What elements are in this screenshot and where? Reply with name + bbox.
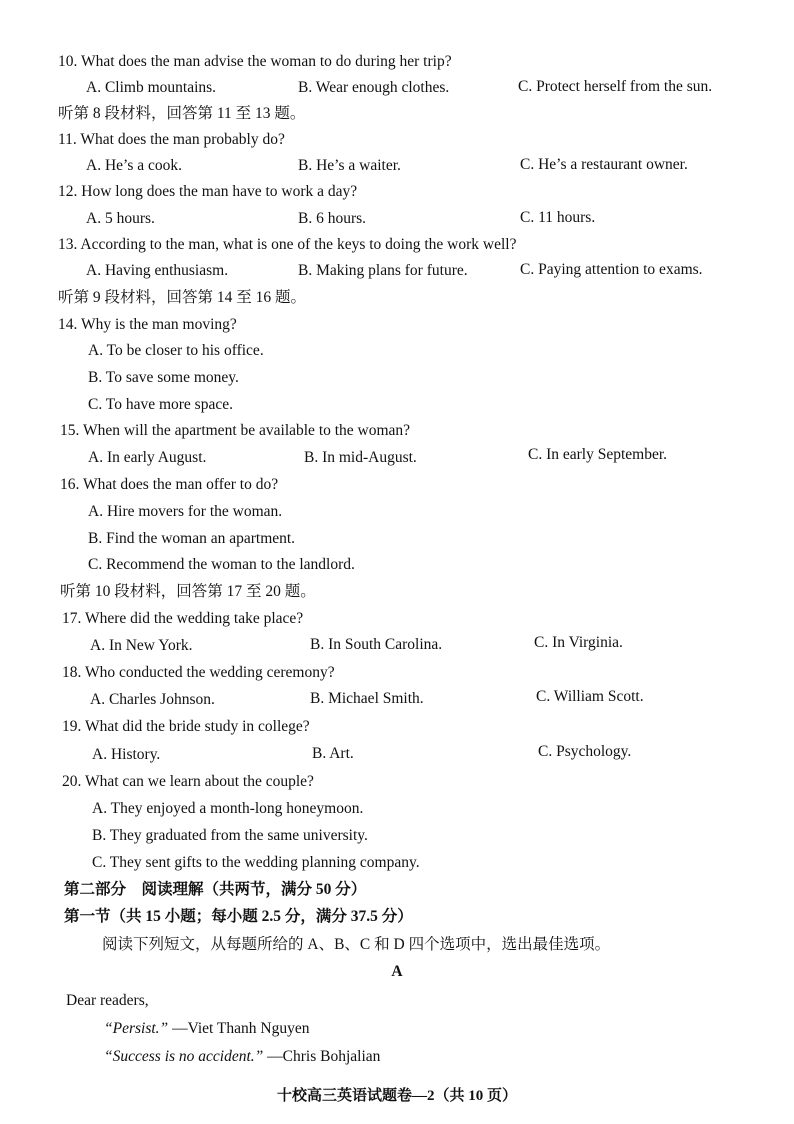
q16-option-a: A. Hire movers for the woman. [88,503,283,520]
q20-option-b: B. They graduated from the same university. [92,827,368,844]
q13-option-c: C. Paying attention to exams. [520,261,703,278]
q20-option-a: A. They enjoyed a month-long honeymoon. [92,800,364,817]
question-19: 19. What did the bride study in college? [62,718,310,735]
question-13: 13. According to the man, what is one of the keys to doing the work well? [58,236,517,253]
question-15: 15. When will the apartment be available to the woman? [60,422,411,439]
part-2-heading: 第二部分 阅读理解（共两节，满分 50 分） [64,881,367,898]
quote-2-text: “Success is no accident.” [104,1048,264,1065]
section-10-instruction: 听第 10 段材料，回答第 17 至 20 题。 [60,583,316,600]
quote-2 [104,1047,380,1067]
quote-1-text: “Persist.” [104,1020,169,1037]
question-10: 10. What does the man advise the woman to do during her trip? [58,53,452,70]
q17-option-a: A. In New York. [90,637,193,654]
q10-option-a: A. Climb mountains. [86,79,217,96]
quote-2-author: —Chris Bohjalian [263,1048,381,1065]
question-14: 14. Why is the man moving? [58,316,237,333]
q14-option-c: C. To have more space. [88,396,233,413]
q13-option-b: B. Making plans for future. [298,262,468,279]
section-8-instruction: 听第 8 段材料，回答第 11 至 13 题。 [58,105,306,122]
question-20: 20. What can we learn about the couple? [62,773,314,790]
section-9-instruction: 听第 9 段材料，回答第 14 至 16 题。 [58,289,307,306]
page-footer: 十校高三英语试题卷—2（共 10 页） [276,1088,517,1104]
q18-option-b: B. Michael Smith. [310,690,424,707]
q12-option-b: B. 6 hours. [298,210,367,227]
q17-option-b: B. In South Carolina. [310,636,443,653]
q13-option-a: A. Having enthusiasm. [86,262,229,279]
quote-1-author: —Viet Thanh Nguyen [168,1020,310,1037]
question-17: 17. Where did the wedding take place? [62,610,304,627]
q16-option-c: C. Recommend the woman to the landlord. [88,556,355,573]
q11-option-b: B. He’s a waiter. [298,157,401,174]
q15-option-c: C. In early September. [528,446,668,463]
q10-option-c: C. Protect herself from the sun. [518,78,713,95]
q19-option-a: A. History. [92,746,161,763]
question-18: 18. Who conducted the wedding ceremony? [62,664,335,681]
q10-option-b: B. Wear enough clothes. [298,79,450,96]
question-11: 11. What does the man probably do? [58,131,285,148]
q15-option-b: B. In mid-August. [304,449,417,466]
q18-option-a: A. Charles Johnson. [90,691,215,708]
q17-option-c: C. In Virginia. [534,634,623,651]
section-1-heading: 第一节（共 15 小题；每小题 2.5 分，满分 37.5 分） [64,908,413,925]
salutation: Dear readers, [66,992,149,1009]
q14-option-a: A. To be closer to his office. [88,342,264,359]
q11-option-c: C. He’s a restaurant owner. [520,156,688,173]
q19-option-c: C. Psychology. [538,743,632,760]
q20-option-c: C. They sent gifts to the wedding planning company. [92,854,420,871]
q18-option-c: C. William Scott. [536,688,644,705]
q12-option-c: C. 11 hours. [520,209,596,226]
q16-option-b: B. Find the woman an apartment. [88,530,296,547]
quote-1 [104,1019,309,1039]
reading-instruction: 阅读下列短文，从每题所给的 A、B、C 和 D 四个选项中，选出最佳选项。 [102,936,611,953]
q19-option-b: B. Art. [312,745,354,762]
q14-option-b: B. To save some money. [88,369,239,386]
q15-option-a: A. In early August. [88,449,207,466]
q11-option-a: A. He’s a cook. [86,157,182,174]
passage-label: A [391,963,403,980]
question-12: 12. How long does the man have to work a day? [58,183,358,200]
q12-option-a: A. 5 hours. [86,210,155,227]
question-16: 16. What does the man offer to do? [60,476,279,493]
